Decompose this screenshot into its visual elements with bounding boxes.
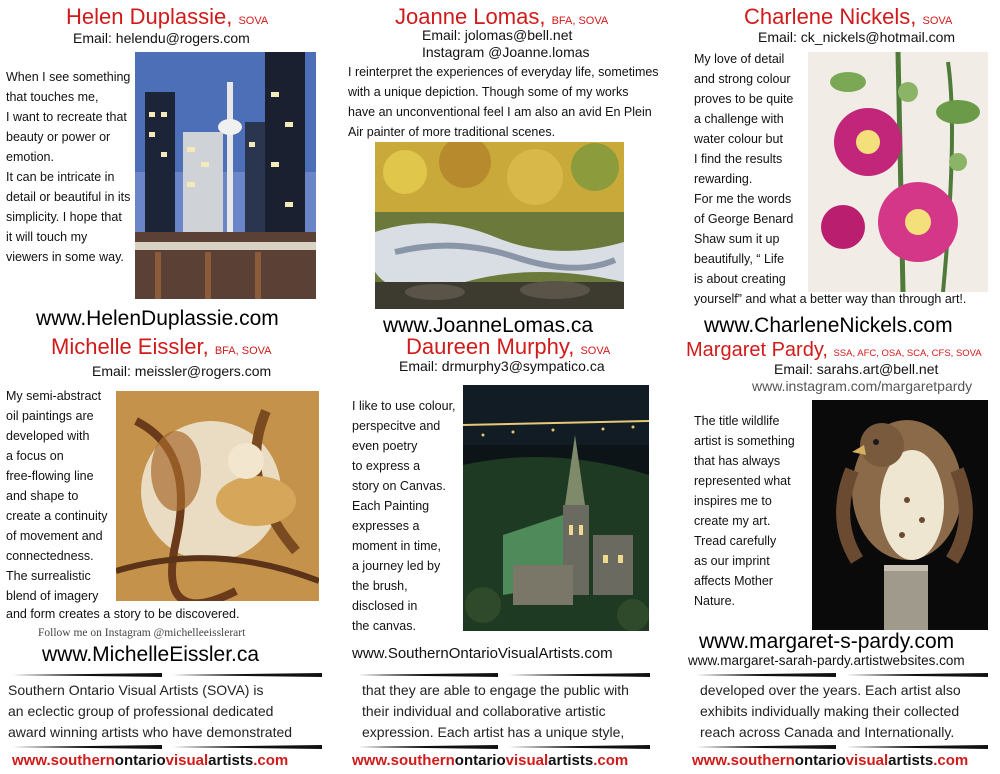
artist-name-michelle	[51, 334, 272, 360]
charlene-statement-last: yourself” and what a better way than through art!.	[694, 292, 967, 306]
text-line: a journey led by	[352, 559, 441, 573]
text-line: exhibits individually making their collected	[700, 703, 960, 719]
text-line: Shaw sum it up	[694, 232, 780, 246]
text-line: I want to recreate that	[6, 110, 127, 124]
text-line: and strong colour	[694, 72, 791, 86]
brush-divider	[696, 672, 988, 678]
text-line: When I see something	[6, 70, 131, 84]
text-line: emotion.	[6, 150, 54, 164]
margaret-website-2[interactable]: www.margaret-sarah-pardy.artistwebsites.com	[688, 653, 965, 668]
brush-divider	[358, 672, 650, 678]
text-line: is about creating	[694, 272, 786, 286]
helen-name: Helen Duplassie,	[66, 4, 233, 29]
michelle-name: Michelle Eissler,	[51, 334, 209, 359]
brush-divider	[696, 744, 988, 750]
brush-divider	[12, 744, 322, 750]
joanne-credentials: BFA, SOVA	[551, 15, 609, 27]
text-line: of movement and	[6, 529, 103, 543]
daureen-email[interactable]: Email: drmurphy3@sympatico.ca	[399, 358, 605, 374]
joanne-instagram[interactable]: Instagram @Joanne.lomas	[422, 44, 590, 60]
text-line: that they are able to engage the public with	[362, 682, 629, 698]
text-line: detail or beautiful in its	[6, 190, 131, 204]
text-line: Tread carefully	[694, 534, 777, 548]
text-line: water colour but	[694, 132, 783, 146]
helen-statement	[6, 67, 136, 267]
footer-url[interactable]: www.southernontariovisualartists.com	[12, 752, 289, 769]
text-line: developed with	[6, 429, 90, 443]
artist-name-charlene	[744, 4, 952, 30]
text-line: Nature.	[694, 594, 735, 608]
text-line: to express a	[352, 459, 421, 473]
joanne-name: Joanne Lomas,	[395, 4, 546, 29]
text-line: represented what	[694, 474, 791, 488]
michelle-statement-last: and form creates a story to be discovered.	[6, 607, 240, 621]
text-line: create my art.	[694, 514, 771, 528]
michelle-statement	[6, 386, 118, 606]
text-line: viewers in some way.	[6, 250, 124, 264]
artist-name-margaret	[686, 339, 982, 362]
helen-credentials: SOVA	[238, 15, 269, 27]
text-line: Southern Ontario Visual Artists (SOVA) is	[8, 682, 264, 698]
margaret-credentials: SSA, AFC, OSA, SCA, CFS, SOVA	[833, 348, 982, 359]
daureen-statement	[352, 396, 464, 636]
text-line: beautifully, “ Life	[694, 252, 785, 266]
michelle-website[interactable]: www.MichelleEissler.ca	[42, 643, 260, 666]
text-line: moment in time,	[352, 539, 441, 553]
sova-description-3	[700, 680, 1000, 743]
margaret-painting-hawk	[812, 400, 988, 630]
text-line: with a unique depiction. Though some of my works	[348, 85, 629, 99]
text-line: an eclectic group of professional dedicated	[8, 703, 274, 719]
text-line: For me the words	[694, 192, 792, 206]
artist-name-daureen	[406, 334, 610, 360]
brush-divider	[12, 672, 322, 678]
text-line: My semi-abstract	[6, 389, 102, 403]
text-line: disclosed in	[352, 599, 418, 613]
text-line: that touches me,	[6, 90, 99, 104]
text-line: Each Painting	[352, 499, 430, 513]
text-line: My love of detail	[694, 52, 785, 66]
text-line: oil paintings are	[6, 409, 94, 423]
text-line: a challenge with	[694, 112, 784, 126]
text-line: their individual and collaborative artistic	[362, 703, 606, 719]
text-line: award winning artists who have demonstrated	[8, 724, 293, 740]
margaret-email[interactable]: Email: sarahs.art@bell.net	[774, 361, 939, 377]
text-line: of George Benard	[694, 212, 794, 226]
joanne-website[interactable]: www.JoanneLomas.ca	[383, 314, 594, 337]
helen-website[interactable]: www.HelenDuplassie.com	[36, 307, 279, 330]
michelle-email[interactable]: Email: meissler@rogers.com	[92, 363, 272, 379]
charlene-statement	[694, 49, 808, 289]
text-line: I reinterpret the experiences of everyday life, sometimes	[348, 65, 659, 79]
text-line: artist is something	[694, 434, 795, 448]
text-line: I like to use colour,	[352, 399, 456, 413]
daureen-painting-church	[463, 385, 649, 631]
helen-email[interactable]: Email: helendu@rogers.com	[73, 30, 250, 46]
text-line: that has always	[694, 454, 781, 468]
text-line: create a continuity	[6, 509, 108, 523]
text-line: developed over the years. Each artist also	[700, 682, 961, 698]
text-line: expresses a	[352, 519, 420, 533]
text-line: blend of imagery	[6, 589, 99, 603]
text-line: as our imprint	[694, 554, 770, 568]
margaret-instagram[interactable]: www.instagram.com/margaretpardy	[752, 378, 973, 394]
text-line: The surrealistic	[6, 569, 91, 583]
artist-name-helen	[66, 4, 268, 30]
text-line: affects Mother	[694, 574, 773, 588]
sova-website[interactable]: www.SouthernOntarioVisualArtists.com	[352, 645, 613, 662]
text-line: free-flowing line	[6, 469, 94, 483]
text-line: expression. Each artist has a unique style,	[362, 724, 625, 740]
michelle-credentials: BFA, SOVA	[214, 345, 272, 357]
sova-description-1	[8, 680, 328, 743]
margaret-website[interactable]: www.margaret-s-pardy.com	[699, 630, 955, 653]
michelle-painting-abstract	[116, 391, 319, 601]
text-line: rewarding.	[694, 172, 753, 186]
footer-url[interactable]: www.southernontariovisualartists.com	[352, 752, 629, 769]
text-line: inspires me to	[694, 494, 772, 508]
helen-painting-cityscape	[135, 52, 316, 299]
daureen-credentials: SOVA	[580, 345, 611, 357]
michelle-instagram[interactable]: Follow me on Instagram @michelleeisslerart	[38, 627, 246, 639]
text-line: It can be intricate in	[6, 170, 115, 184]
text-line: proves to be quite	[694, 92, 794, 106]
text-line: connectedness.	[6, 549, 94, 563]
text-line: it will touch my	[6, 230, 88, 244]
text-line: a focus on	[6, 449, 64, 463]
sova-description-2	[362, 680, 662, 743]
brush-divider	[358, 744, 650, 750]
joanne-painting-river	[375, 142, 624, 309]
margaret-name: Margaret Pardy,	[686, 339, 828, 361]
joanne-email[interactable]: Email: jolomas@bell.net	[422, 27, 573, 43]
daureen-name: Daureen Murphy,	[406, 334, 575, 359]
text-line: perspecitve and	[352, 419, 441, 433]
text-line: the canvas.	[352, 619, 416, 633]
text-line: even poetry	[352, 439, 418, 453]
text-line: Air painter of more traditional scenes.	[348, 125, 556, 139]
charlene-painting-hollyhocks	[808, 52, 988, 292]
text-line: simplicity. I hope that	[6, 210, 122, 224]
text-line: and shape to	[6, 489, 79, 503]
text-line: The title wildlife	[694, 414, 780, 428]
text-line: the brush,	[352, 579, 408, 593]
charlene-name: Charlene Nickels,	[744, 4, 917, 29]
text-line: beauty or power or	[6, 130, 111, 144]
text-line: story on Canvas.	[352, 479, 446, 493]
text-line: I find the results	[694, 152, 783, 166]
text-line: have an unconventional feel I am also an avid En Plein	[348, 105, 652, 119]
charlene-website[interactable]: www.CharleneNickels.com	[704, 314, 953, 337]
joanne-statement	[348, 62, 668, 142]
text-line: reach across Canada and Internationally.	[700, 724, 955, 740]
footer-url[interactable]: www.southernontariovisualartists.com	[692, 752, 969, 769]
margaret-statement	[694, 411, 810, 611]
charlene-email[interactable]: Email: ck_nickels@hotmail.com	[758, 29, 956, 45]
charlene-credentials: SOVA	[922, 15, 953, 27]
